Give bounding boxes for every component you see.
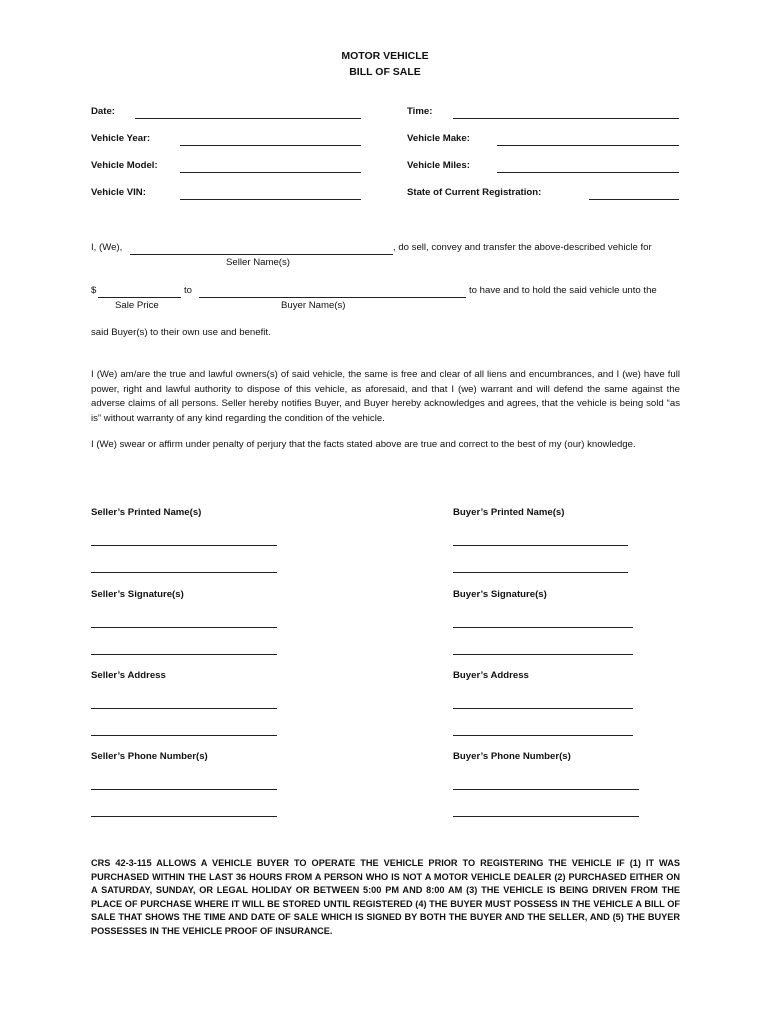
sale-price-caption: Sale Price [115,300,159,311]
buyer-address-line-1[interactable] [453,708,633,709]
seller-names-caption: Seller Name(s) [226,257,290,268]
seller-signature-line-1[interactable] [91,627,277,628]
buyer-printed-line-2[interactable] [453,572,628,573]
vehicle-miles-label: Vehicle Miles: [407,160,470,171]
buyer-phone-line-2[interactable] [453,816,639,817]
buyer-address-label: Buyer’s Address [453,670,529,681]
seller-printed-label: Seller’s Printed Name(s) [91,507,202,518]
buyer-address-line-2[interactable] [453,735,633,736]
to-text: to [184,285,193,296]
seller-name-field[interactable] [130,254,393,255]
vehicle-year-field[interactable] [180,145,361,146]
vehicle-model-label: Vehicle Model: [91,160,158,171]
vehicle-vin-field[interactable] [180,199,361,200]
vehicle-make-label: Vehicle Make: [407,133,470,144]
seller-address-line-2[interactable] [91,735,277,736]
buyer-printed-label: Buyer’s Printed Name(s) [453,507,565,518]
swear-paragraph: I (We) swear or affirm under penalty of perjury that the facts stated above are true and correct to the best of my (our) knowledge. [91,439,636,450]
state-registration-field[interactable] [589,199,679,200]
buyer-phone-line-1[interactable] [453,789,639,790]
to-have-text: to have and to hold the said vehicle unto the [469,285,657,296]
vehicle-vin-label: Vehicle VIN: [91,187,146,198]
seller-signature-label: Seller’s Signature(s) [91,589,184,600]
time-field[interactable] [453,118,679,119]
crs-notice: CRS 42-3-115 ALLOWS A VEHICLE BUYER TO OPERATE THE VEHICLE PRIOR TO REGISTERING THE VEHICLE IF (1) IT WAS PURCHASED WITHIN THE LAST 36 HOURS FROM A PERSON WHO IS NOT A MOTOR VEHICLE DEALER (2) PURCHASED EITHER ON A SATURDAY, SUNDAY, OR LEGAL HOLIDAY OR BETWEEN 5:00 PM AND 8:00 AM (3) THE VEHICLE IS BEING DRIVEN FROM THE PLACE OF PURCHASE WHERE IT WILL BE STORED UNTIL REGISTERED (4) THE BUYER MUST POSSESS IN THE VEHICLE A BILL OF SALE THAT SHOWS THE TIME AND DATE OF SALE WHICH IS SIGNED BY BOTH THE BUYER AND THE SELLER, AND (5) THE BUYER POSSESSES IN THE VEHICLE PROOF OF INSURANCE. [91,858,680,936]
do-sell-text: , do sell, convey and transfer the above-described vehicle for [393,242,652,253]
date-field[interactable] [135,118,361,119]
seller-phone-line-2[interactable] [91,816,277,817]
seller-address-line-1[interactable] [91,708,277,709]
vehicle-year-label: Vehicle Year: [91,133,151,144]
seller-signature-line-2[interactable] [91,654,277,655]
said-buyer-text: said Buyer(s) to their own use and benefit. [91,327,271,338]
seller-phone-label: Seller’s Phone Number(s) [91,751,208,762]
doc-title-line1: MOTOR VEHICLE [341,50,429,62]
dollar-sign: $ [91,285,97,296]
seller-printed-line-2[interactable] [91,572,277,573]
vehicle-make-field[interactable] [497,145,679,146]
buyer-printed-line-1[interactable] [453,545,628,546]
buyer-signature-line-1[interactable] [453,627,633,628]
state-registration-label: State of Current Registration: [407,187,542,198]
vehicle-model-field[interactable] [180,172,361,173]
buyer-names-caption: Buyer Name(s) [281,300,346,311]
doc-title-line2: BILL OF SALE [349,66,421,78]
buyer-name-field[interactable] [199,297,466,298]
buyer-phone-label: Buyer’s Phone Number(s) [453,751,571,762]
vehicle-miles-field[interactable] [497,172,679,173]
seller-phone-line-1[interactable] [91,789,277,790]
owners-paragraph: I (We) am/are the true and lawful owners(s) of said vehicle, the same is free and clear of all liens and encumbrances, and I (we) have full power, right and lawful authority to dispose of this vehicle, as aforesaid, and that I (we) warrant and will defend the same against the adverse claims of all persons. Seller hereby notifies Buyer, and Buyer hereby acknowledges and agrees, that the vehicle is being sold “as is” without warranty of any kind regarding the condition of the vehicle. [91,369,680,424]
sale-price-field[interactable] [98,297,181,298]
seller-address-label: Seller’s Address [91,670,166,681]
time-label: Time: [407,106,433,117]
i-we-label: I, (We), [91,242,123,253]
buyer-signature-label: Buyer’s Signature(s) [453,589,547,600]
buyer-signature-line-2[interactable] [453,654,633,655]
seller-printed-line-1[interactable] [91,545,277,546]
date-label: Date: [91,106,115,117]
